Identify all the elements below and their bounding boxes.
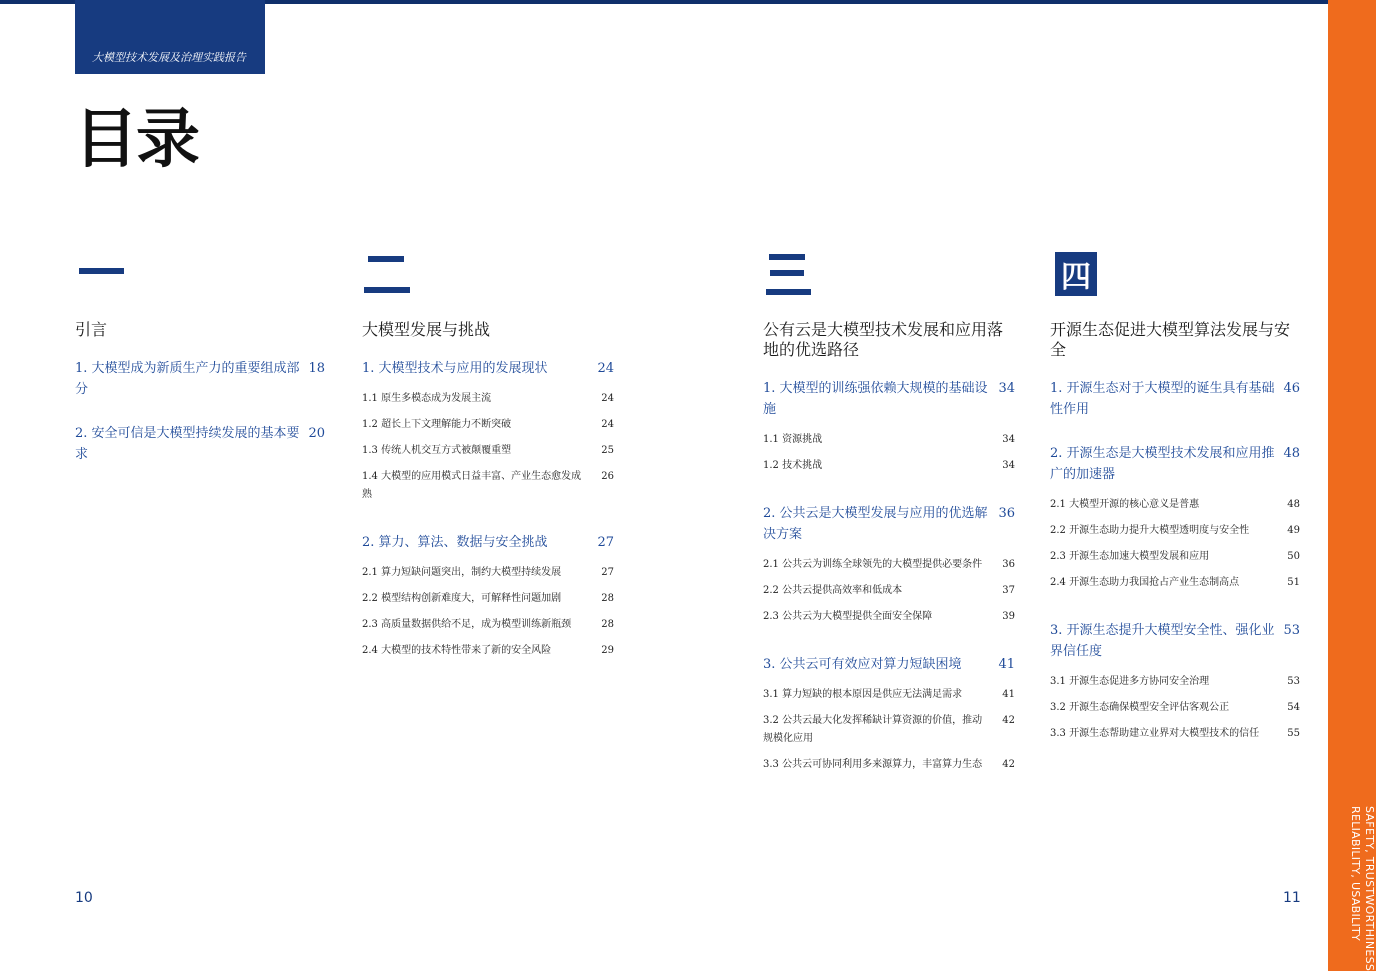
toc-subentry[interactable]: 2.3 公共云为大模型提供全面安全保障 39	[763, 611, 1015, 622]
toc-subentry[interactable]: 3.3 公共云可协同利用多来源算力，丰富算力生态 42	[763, 759, 1015, 770]
toc-subentry[interactable]: 2.1 公共云为训练全球领先的大模型提供必要条件 36	[763, 559, 1015, 570]
vertical-tagline	[1336, 806, 1376, 971]
toc-subentry[interactable]: 2.1 大模型开源的核心意义是普惠 48	[1050, 499, 1300, 510]
tagline-line-2: RELIABILITY, USABILITY	[1349, 806, 1362, 942]
toc-subentry[interactable]: 2.4 大模型的技术特性带来了新的安全风险 29	[362, 645, 614, 656]
toc-section-4	[1050, 252, 1300, 751]
tagline-line-1: SAFETY, TRUSTWORTHINESS	[1363, 806, 1376, 971]
report-title: 大模型技术发展及治理实践报告	[92, 51, 246, 64]
section-title-1: 引言	[75, 320, 108, 339]
toc-subentry[interactable]: 2.4 开源生态助力我国抢占产业生态制高点 51	[1050, 577, 1300, 588]
toc-subentry[interactable]: 1.1 资源挑战 34	[763, 434, 1015, 445]
section-title-3: 公有云是大模型技术发展和应用落地的优选路径	[763, 320, 1004, 359]
toc-subentry[interactable]: 1.1 原生多模态成为发展主流 24	[362, 393, 614, 404]
toc-entry[interactable]: 1. 大模型成为新质生产力的重要组成部分 18	[75, 361, 325, 397]
toc-subentry[interactable]: 3.1 开源生态促进多方协同安全治理 53	[1050, 676, 1300, 687]
toc-subentry[interactable]: 3.1 算力短缺的根本原因是供应无法满足需求 41	[763, 689, 1015, 700]
toc-subentry[interactable]: 3.3 开源生态帮助建立业界对大模型技术的信任 55	[1050, 728, 1300, 739]
toc-subentry[interactable]: 1.2 超长上下文理解能力不断突破 24	[362, 419, 614, 430]
section-title-4: 开源生态促进大模型算法发展与安全	[1050, 320, 1291, 359]
toc-subentry[interactable]: 1.4 大模型的应用模式日益丰富、产业生态愈发成熟 26	[362, 471, 614, 500]
section-numeral-4: 四	[1050, 252, 1100, 300]
toc-entry[interactable]: 1. 大模型技术与应用的发展现状 24	[362, 361, 614, 376]
toc-subentry[interactable]: 3.2 公共云最大化发挥稀缺计算资源的价值，推动规模化应用 42	[763, 715, 1015, 744]
toc-subentry[interactable]: 1.2 技术挑战 34	[763, 460, 1015, 471]
toc-entry[interactable]: 1. 开源生态对于大模型的诞生具有基础性作用 46	[1050, 381, 1300, 417]
toc-entry[interactable]: 2. 开源生态是大模型技术发展和应用推广的加速器 48	[1050, 446, 1300, 482]
toc-subentry[interactable]: 2.1 算力短缺问题突出，制约大模型持续发展 27	[362, 567, 614, 578]
toc-entry[interactable]: 2. 安全可信是大模型持续发展的基本要求 20	[75, 426, 325, 462]
toc-entry[interactable]: 1. 大模型的训练强依赖大规模的基础设施 34	[763, 381, 1015, 417]
toc-entry[interactable]: 3. 公共云可有效应对算力短缺困境 41	[763, 657, 1015, 672]
toc-subentry[interactable]: 2.2 公共云提供高效率和低成本 37	[763, 585, 1015, 596]
toc-entry[interactable]: 2. 算力、算法、数据与安全挑战 27	[362, 535, 614, 550]
toc-subentry[interactable]: 2.2 开源生态助力提升大模型透明度与安全性 49	[1050, 525, 1300, 536]
toc-subentry[interactable]: 3.2 开源生态确保模型安全评估客观公正 54	[1050, 702, 1300, 713]
page-number-left: 10	[75, 890, 93, 906]
page-title: 目录	[74, 103, 198, 177]
toc-section-3	[763, 252, 1015, 782]
page-number-right: 11	[1283, 890, 1301, 906]
toc-subentry[interactable]: 2.2 模型结构创新难度大，可解释性问题加剧 28	[362, 593, 614, 604]
toc-entry[interactable]: 2. 公共云是大模型发展与应用的优选解决方案 36	[763, 506, 1015, 542]
toc-section-1	[75, 252, 325, 488]
section-numeral-1	[75, 252, 125, 300]
report-header-tab	[75, 0, 265, 74]
toc-subentry[interactable]: 2.3 高质量数据供给不足，成为模型训练新瓶颈 28	[362, 619, 614, 630]
section-title-2: 大模型发展与挑战	[362, 320, 491, 339]
toc-subentry[interactable]: 1.3 传统人机交互方式被颠覆重塑 25	[362, 445, 614, 456]
toc-section-2	[362, 252, 614, 668]
toc-entry[interactable]: 3. 开源生态提升大模型安全性、强化业界信任度 53	[1050, 623, 1300, 659]
toc-subentry[interactable]: 2.3 开源生态加速大模型发展和应用 50	[1050, 551, 1300, 562]
section-numeral-2	[362, 252, 412, 300]
section-numeral-3	[763, 252, 813, 300]
